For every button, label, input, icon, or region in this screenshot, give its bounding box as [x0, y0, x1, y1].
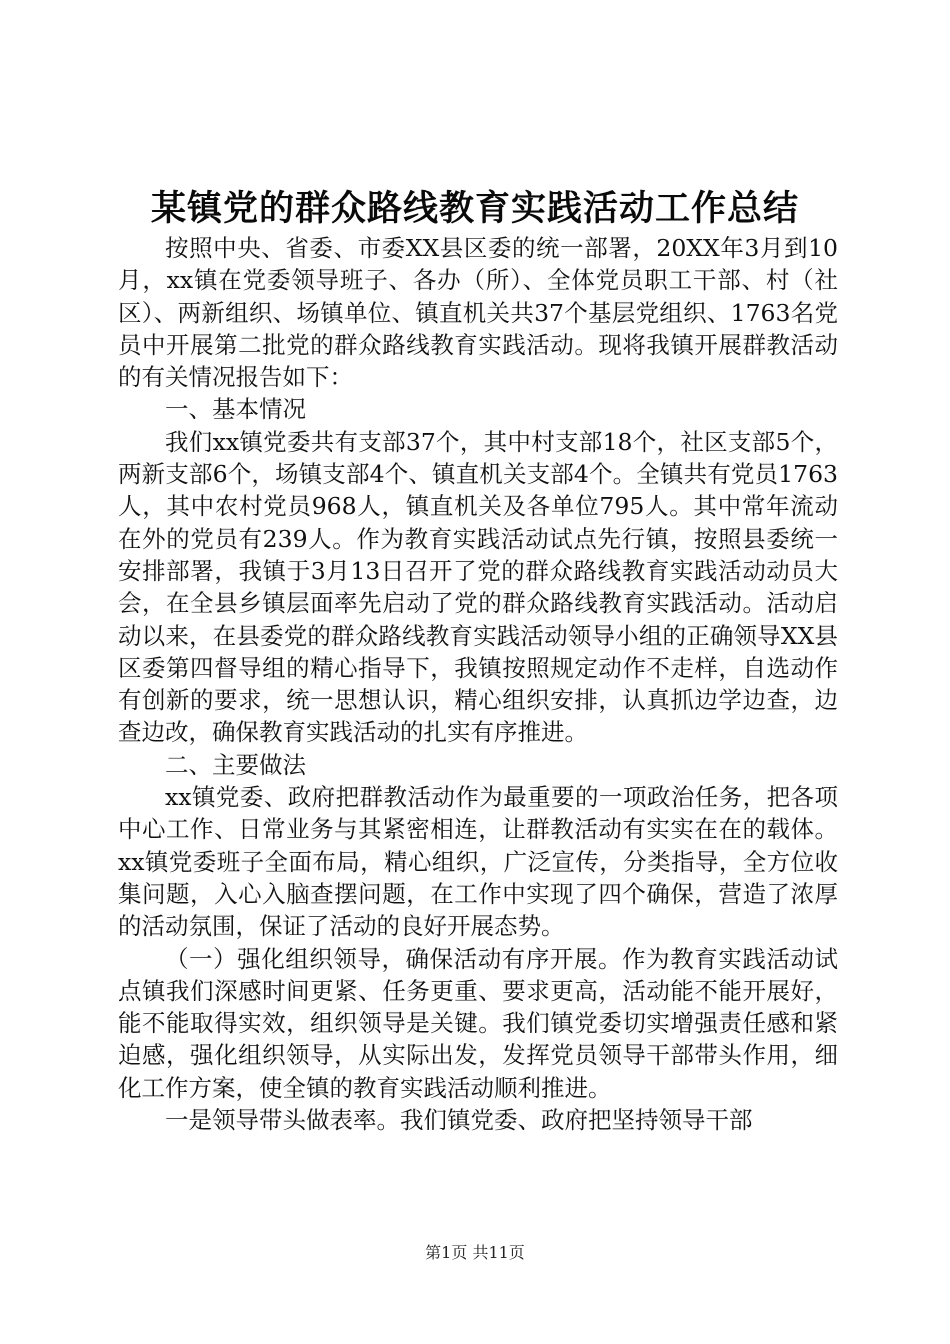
section-heading-basic-situation: 一、基本情况: [165, 395, 306, 424]
paragraph-intro: 按照中央、省委、市委XX县区委的统一部署，20XX年3月到10月，xx镇在党委领导班子、各办（所）、全体党员职工干部、村（社区）、两新组织、场镇单位、镇直机关共37个基层党组织、1763名党员中开展第二批党的群众路线教育实践活动。现将我镇开展群教活动的有关情况报告如下：: [118, 234, 838, 392]
document-body: [118, 232, 838, 1136]
paragraph-organization-leadership: （一）强化组织领导，确保活动有序开展。作为教育实践活动试点镇我们深感时间更紧、任务更重、要求更高，活动能不能开展好，能不能取得实效，组织领导是关键。我们镇党委切实增强责任感和紧迫感，强化组织领导，从实际出发，发挥党员领导干部带头作用，细化工作方案，使全镇的教育实践活动顺利推进。: [118, 944, 838, 1102]
page-number-footer: 第1页 共11页: [425, 1243, 525, 1262]
document-title: 某镇党的群众路线教育实践活动工作总结: [150, 189, 799, 229]
paragraph-basic-situation: 我们xx镇党委共有支部37个，其中村支部18个，社区支部5个，两新支部6个，场镇支部4个、镇直机关支部4个。全镇共有党员1763人，其中农村党员968人，镇直机关及各单位795人。其中常年流动在外的党员有239人。作为教育实践活动试点先行镇，按照县委统一安排部署，我镇于3月13日召开了党的群众路线教育实践活动动员大会，在全县乡镇层面率先启动了党的群众路线教育实践活动。活动启动以来，在县委党的群众路线教育实践活动领导小组的正确领导XX县区委第四督导组的精心指导下，我镇按照规定动作不走样，自选动作有创新的要求，统一思想认识，精心组织安排，认真抓边学边查，边查边改，确保教育实践活动的扎实有序推进。: [118, 427, 838, 747]
section-heading-main-methods: 二、主要做法: [165, 750, 306, 779]
paragraph-main-methods: xx镇党委、政府把群教活动作为最重要的一项政治任务，把各项中心工作、日常业务与其紧密相连，让群教活动有实实在在的载体。xx镇党委班子全面布局，精心组织，广泛宣传，分类指导，全方位收集问题，入心入脑查摆问题，在工作中实现了四个确保，营造了浓厚的活动氛围，保证了活动的良好开展态势。: [118, 783, 838, 941]
paragraph-leaders-set-example: 一是领导带头做表率。我们镇党委、政府把坚持领导干部: [165, 1106, 753, 1135]
